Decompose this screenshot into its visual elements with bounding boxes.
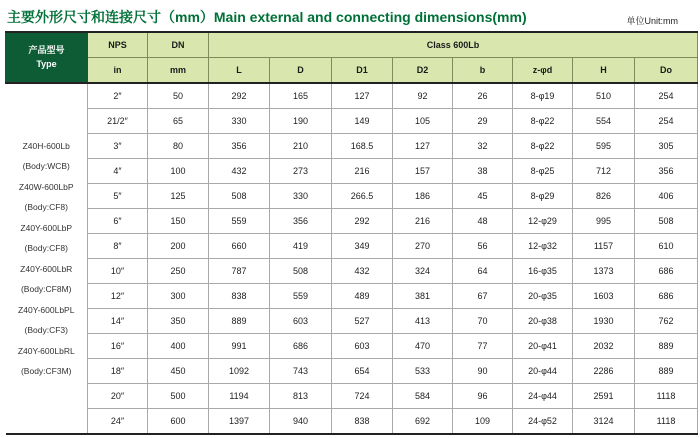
table-cell: 21/2″: [88, 109, 148, 134]
table-cell: 100: [148, 159, 209, 184]
table-cell: 1194: [209, 384, 270, 409]
table-cell: 356: [635, 159, 698, 184]
dimensions-table: [5, 31, 698, 435]
sub-header-3: L: [209, 58, 270, 84]
table-cell: 2286: [573, 359, 635, 384]
table-cell: 8-φ22: [513, 134, 573, 159]
table-cell: 554: [573, 109, 635, 134]
table-cell: 3124: [573, 409, 635, 435]
table-cell: 92: [393, 83, 453, 109]
table-cell: 686: [635, 284, 698, 309]
table-cell: 127: [332, 83, 393, 109]
table-cell: 838: [332, 409, 393, 435]
table-cell: 20-φ41: [513, 334, 573, 359]
table-cell: 105: [393, 109, 453, 134]
product-type-line: Z40Y-600LbRL: [17, 345, 75, 356]
col-header-class600: Class 600Lb: [209, 32, 698, 58]
table-cell: 1930: [573, 309, 635, 334]
table-cell: 16-φ35: [513, 259, 573, 284]
table-cell: 6″: [88, 209, 148, 234]
table-cell: 26: [453, 83, 513, 109]
table-cell: 3″: [88, 134, 148, 159]
table-cell: 250: [148, 259, 209, 284]
table-cell: 24-φ52: [513, 409, 573, 435]
table-cell: 603: [332, 334, 393, 359]
table-cell: 305: [635, 134, 698, 159]
table-cell: 150: [148, 209, 209, 234]
table-cell: 508: [270, 259, 332, 284]
table-cell: 45: [453, 184, 513, 209]
table-row: [6, 209, 698, 234]
table-cell: 349: [332, 234, 393, 259]
table-cell: 432: [332, 259, 393, 284]
table-cell: 292: [209, 83, 270, 109]
sub-header-1: in: [88, 58, 148, 84]
table-cell: 270: [393, 234, 453, 259]
table-cell: 686: [635, 259, 698, 284]
table-cell: 356: [209, 134, 270, 159]
table-cell: 24-φ44: [513, 384, 573, 409]
table-cell: 419: [270, 234, 332, 259]
product-type-line: (Body:WCB): [22, 161, 70, 171]
table-cell: 157: [393, 159, 453, 184]
table-cell: 12″: [88, 284, 148, 309]
table-cell: 400: [148, 334, 209, 359]
table-cell: 603: [270, 309, 332, 334]
table-cell: 500: [148, 384, 209, 409]
table-row: [6, 134, 698, 159]
table-cell: 1118: [635, 409, 698, 435]
col-header-dn: DN: [148, 32, 209, 58]
table-cell: 724: [332, 384, 393, 409]
table-cell: 38: [453, 159, 513, 184]
table-cell: 712: [573, 159, 635, 184]
table-cell: 8″: [88, 234, 148, 259]
table-cell: 350: [148, 309, 209, 334]
page-title: 主要外形尺寸和连接尺寸（mm）Main external and connecting dimensions(mm): [7, 9, 527, 25]
table-cell: 889: [209, 309, 270, 334]
table-cell: 109: [453, 409, 513, 435]
table-cell: 77: [453, 334, 513, 359]
table-row: [6, 234, 698, 259]
table-cell: 20″: [88, 384, 148, 409]
table-cell: 1157: [573, 234, 635, 259]
col-header-nps: NPS: [88, 32, 148, 58]
table-cell: 660: [209, 234, 270, 259]
table-cell: 50: [148, 83, 209, 109]
table-row: [6, 309, 698, 334]
table-cell: 216: [332, 159, 393, 184]
table-cell: 787: [209, 259, 270, 284]
table-cell: 254: [635, 109, 698, 134]
table-cell: 510: [573, 83, 635, 109]
table-cell: 762: [635, 309, 698, 334]
table-cell: 8-φ25: [513, 159, 573, 184]
type-header-zh: 产品型号: [28, 45, 65, 55]
table-cell: 584: [393, 384, 453, 409]
table-cell: 216: [393, 209, 453, 234]
table-cell: 65: [148, 109, 209, 134]
table-cell: 533: [393, 359, 453, 384]
table-cell: 595: [573, 134, 635, 159]
table-cell: 330: [209, 109, 270, 134]
table-row: [6, 159, 698, 184]
table-cell: 67: [453, 284, 513, 309]
product-type-line: (Body:CF3): [24, 325, 68, 335]
sub-header-8: z-φd: [513, 58, 573, 84]
table-cell: 210: [270, 134, 332, 159]
table-cell: 32: [453, 134, 513, 159]
table-cell: 2032: [573, 334, 635, 359]
table-cell: 995: [573, 209, 635, 234]
table-cell: 991: [209, 334, 270, 359]
table-row: [6, 184, 698, 209]
table-cell: 300: [148, 284, 209, 309]
table-cell: 12-φ32: [513, 234, 573, 259]
table-cell: 5″: [88, 184, 148, 209]
table-cell: 324: [393, 259, 453, 284]
table-cell: 56: [453, 234, 513, 259]
table-cell: 292: [332, 209, 393, 234]
table-cell: 889: [635, 334, 698, 359]
sub-header-9: H: [573, 58, 635, 84]
table-cell: 508: [209, 184, 270, 209]
table-row: [6, 259, 698, 284]
table-row: [6, 359, 698, 384]
table-cell: 20-φ38: [513, 309, 573, 334]
table-cell: 743: [270, 359, 332, 384]
table-cell: 8-φ19: [513, 83, 573, 109]
table-cell: 2″: [88, 83, 148, 109]
table-cell: 90: [453, 359, 513, 384]
table-cell: 12-φ29: [513, 209, 573, 234]
table-cell: 692: [393, 409, 453, 435]
table-cell: 1603: [573, 284, 635, 309]
unit-note: 单位Unit:mm: [626, 16, 678, 26]
table-cell: 273: [270, 159, 332, 184]
table-cell: 1397: [209, 409, 270, 435]
table-cell: 508: [635, 209, 698, 234]
type-header-en: Type: [36, 58, 57, 69]
table-cell: 2591: [573, 384, 635, 409]
table-cell: 16″: [88, 334, 148, 359]
product-type-line: (Body:CF3M): [20, 366, 72, 376]
table-cell: 610: [635, 234, 698, 259]
sub-header-6: D2: [393, 58, 453, 84]
product-type-line: Z40Y-600LbPL: [18, 304, 75, 315]
table-row: [6, 83, 698, 109]
product-type-line: Z40Y-600LbR: [20, 263, 73, 274]
table-cell: 24″: [88, 409, 148, 435]
table-header: [6, 32, 698, 83]
table-cell: 381: [393, 284, 453, 309]
table-cell: 165: [270, 83, 332, 109]
table-cell: 489: [332, 284, 393, 309]
product-type-line: Z40H-600Lb: [22, 140, 70, 151]
table-cell: 186: [393, 184, 453, 209]
table-cell: 48: [453, 209, 513, 234]
table-cell: 813: [270, 384, 332, 409]
table-cell: 654: [332, 359, 393, 384]
table-cell: 356: [270, 209, 332, 234]
table-cell: 266.5: [332, 184, 393, 209]
table-cell: 527: [332, 309, 393, 334]
table-cell: 18″: [88, 359, 148, 384]
sub-header-10: Do: [635, 58, 698, 84]
table-cell: 96: [453, 384, 513, 409]
sub-header-5: D1: [332, 58, 393, 84]
table-cell: 168.5: [332, 134, 393, 159]
table-cell: 413: [393, 309, 453, 334]
table-body: [6, 83, 698, 434]
table-cell: 432: [209, 159, 270, 184]
table-cell: 29: [453, 109, 513, 134]
table-cell: 600: [148, 409, 209, 435]
table-cell: 190: [270, 109, 332, 134]
table-cell: 889: [635, 359, 698, 384]
table-cell: 149: [332, 109, 393, 134]
table-row: [6, 334, 698, 359]
table-cell: 127: [393, 134, 453, 159]
header-row-subheaders: [6, 58, 698, 84]
table-cell: 80: [148, 134, 209, 159]
table-cell: 64: [453, 259, 513, 284]
table-cell: 1373: [573, 259, 635, 284]
table-cell: 4″: [88, 159, 148, 184]
sub-header-2: mm: [148, 58, 209, 84]
table-cell: 70: [453, 309, 513, 334]
table-cell: 826: [573, 184, 635, 209]
product-type-line: Z40W-600LbP: [18, 181, 74, 192]
title-bar: [0, 0, 700, 31]
table-row: [6, 409, 698, 435]
product-type-cell: [6, 83, 88, 434]
table-cell: 686: [270, 334, 332, 359]
table-cell: 14″: [88, 309, 148, 334]
sub-header-7: b: [453, 58, 513, 84]
table-cell: 20-φ35: [513, 284, 573, 309]
table-cell: 838: [209, 284, 270, 309]
table-cell: 559: [270, 284, 332, 309]
product-type-line: (Body:CF8M): [20, 284, 72, 294]
product-type-line: (Body:CF8): [24, 202, 68, 212]
table-cell: 10″: [88, 259, 148, 284]
table-cell: 1118: [635, 384, 698, 409]
header-row-groups: [6, 32, 698, 58]
table-row: [6, 384, 698, 409]
table-cell: 406: [635, 184, 698, 209]
type-column-header: [6, 32, 88, 83]
table-cell: 1092: [209, 359, 270, 384]
table-row: [6, 284, 698, 309]
table-cell: 940: [270, 409, 332, 435]
table-cell: 330: [270, 184, 332, 209]
table-cell: 8-φ22: [513, 109, 573, 134]
table-cell: 8-φ29: [513, 184, 573, 209]
sub-header-4: D: [270, 58, 332, 84]
product-type-line: Z40Y-600LbP: [20, 222, 73, 233]
table-row: [6, 109, 698, 134]
table-cell: 470: [393, 334, 453, 359]
table-cell: 125: [148, 184, 209, 209]
product-type-line: (Body:CF8): [24, 243, 68, 253]
table-cell: 559: [209, 209, 270, 234]
table-cell: 200: [148, 234, 209, 259]
table-cell: 450: [148, 359, 209, 384]
table-cell: 254: [635, 83, 698, 109]
table-cell: 20-φ44: [513, 359, 573, 384]
